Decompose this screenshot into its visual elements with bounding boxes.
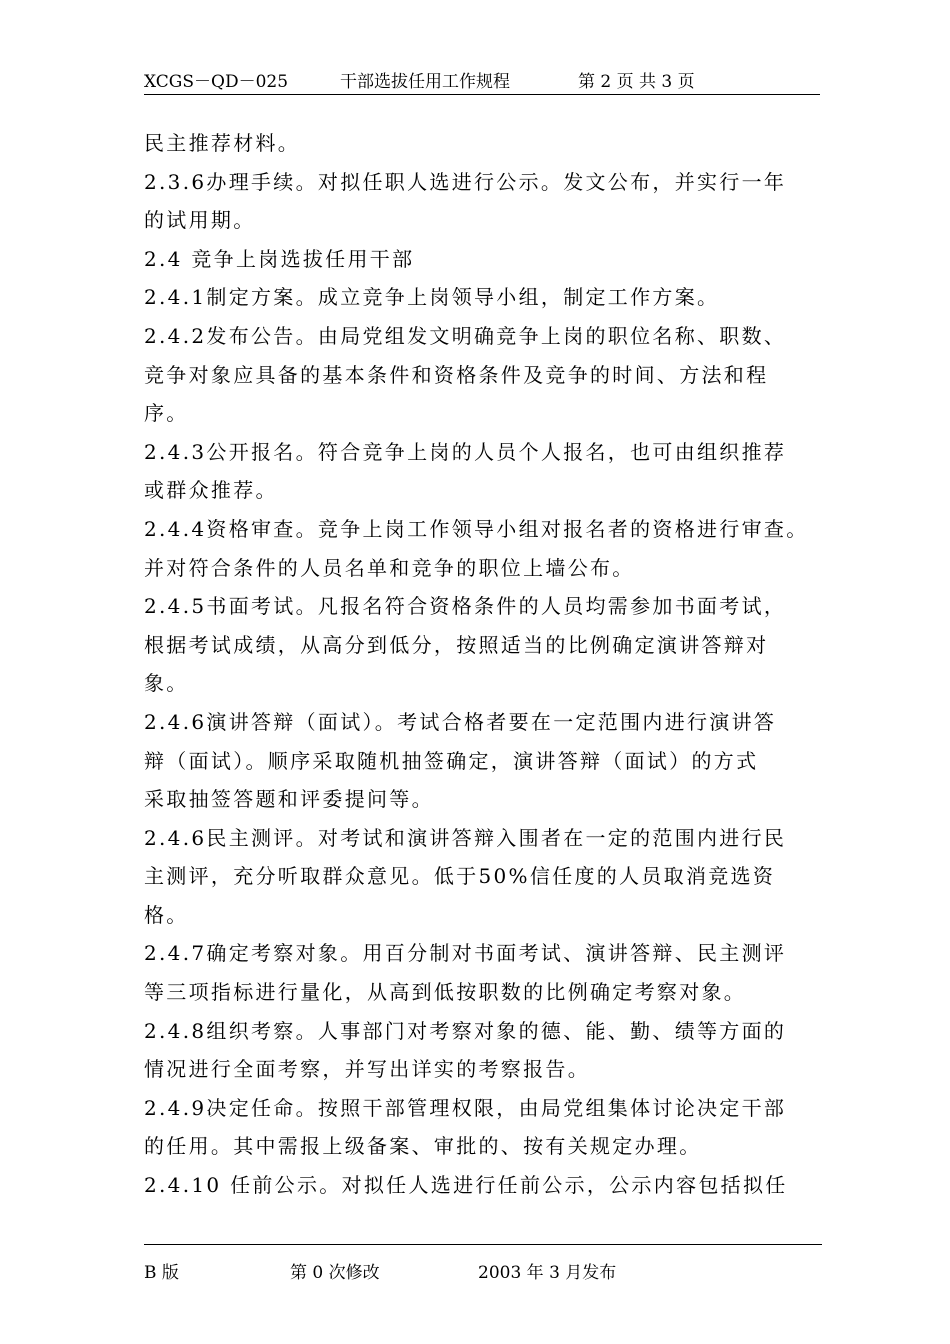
- text-line: 情况进行全面考察，并写出详实的考察报告。: [144, 1057, 590, 1082]
- document-body: [144, 124, 824, 1205]
- text-line: 2.4.6演讲答辩（面试）。考试合格者要在一定范围内进行演讲答: [144, 709, 777, 734]
- text-line: 民主推荐材料。: [144, 131, 301, 155]
- page-header: [144, 64, 820, 95]
- text-line: 2.4.9决定任命。按照干部管理权限，由局党组集体讨论决定干部: [144, 1095, 787, 1120]
- revision-label: 第 0 次修改: [290, 1263, 380, 1283]
- text-line: 2.4.3公开报名。符合竞争上岗的人员个人报名，也可由组织推荐: [144, 439, 787, 464]
- text-line: 2.4.10 任前公示。对拟任人选进行任前公示，公示内容包括拟任: [144, 1173, 788, 1198]
- text-line: 主测评，充分听取群众意见。低于50%信任度的人员取消竞选资: [144, 864, 776, 889]
- page-number: 第 2 页 共 3 页: [578, 72, 695, 92]
- text-line: 2.3.6办理手续。对拟任职人选进行公示。发文公布，并实行一年: [144, 169, 787, 194]
- text-line: 象。: [144, 671, 189, 696]
- release-date: 2003 年 3 月发布: [478, 1263, 617, 1283]
- text-line: 采取抽签答题和评委提问等。: [144, 787, 434, 812]
- text-line: 2.4.8组织考察。人事部门对考察对象的德、能、勤、绩等方面的: [144, 1018, 787, 1043]
- text-line: 2.4.6民主测评。对考试和演讲答辩入围者在一定的范围内进行民: [144, 825, 787, 850]
- text-line: 格。: [144, 902, 189, 927]
- text-line: 辩（面试）。顺序采取随机抽签确定，演讲答辩（面试）的方式: [144, 748, 759, 773]
- section-heading: 2.4 竞争上岗选拔任用干部: [144, 246, 415, 271]
- text-line: 2.4.7确定考察对象。用百分制对书面考试、演讲答辩、民主测评: [144, 941, 787, 966]
- text-line: 等三项指标进行量化，从高到低按职数的比例确定考察对象。: [144, 980, 747, 1005]
- version-label: B 版: [144, 1263, 179, 1283]
- text-line: 根据考试成绩，从高分到低分，按照适当的比例确定演讲答辩对: [144, 632, 769, 657]
- text-line: 的试用期。: [144, 208, 256, 233]
- text-line: 2.4.5书面考试。凡报名符合资格条件的人员均需参加书面考试，: [144, 594, 787, 619]
- document-title: 干部选拔任用工作规程: [340, 72, 510, 92]
- text-line: 序。: [144, 401, 189, 426]
- text-line: 竞争对象应具备的基本条件和资格条件及竞争的时间、方法和程: [144, 362, 769, 387]
- text-line: 或群众推荐。: [144, 478, 278, 503]
- text-line: 2.4.4资格审查。竞争上岗工作领导小组对报名者的资格进行审查。: [144, 516, 809, 541]
- text-line: 并对符合条件的人员名单和竞争的职位上墙公布。: [144, 555, 635, 580]
- footer-divider: [144, 1244, 822, 1245]
- text-line: 2.4.1制定方案。成立竞争上岗领导小组，制定工作方案。: [144, 285, 720, 310]
- text-line: 的任用。其中需报上级备案、审批的、按有关规定办理。: [144, 1134, 702, 1159]
- text-line: 2.4.2发布公告。由局党组发文明确竞争上岗的职位名称、职数、: [144, 323, 787, 348]
- document-code: XCGS－QD－025: [144, 72, 289, 92]
